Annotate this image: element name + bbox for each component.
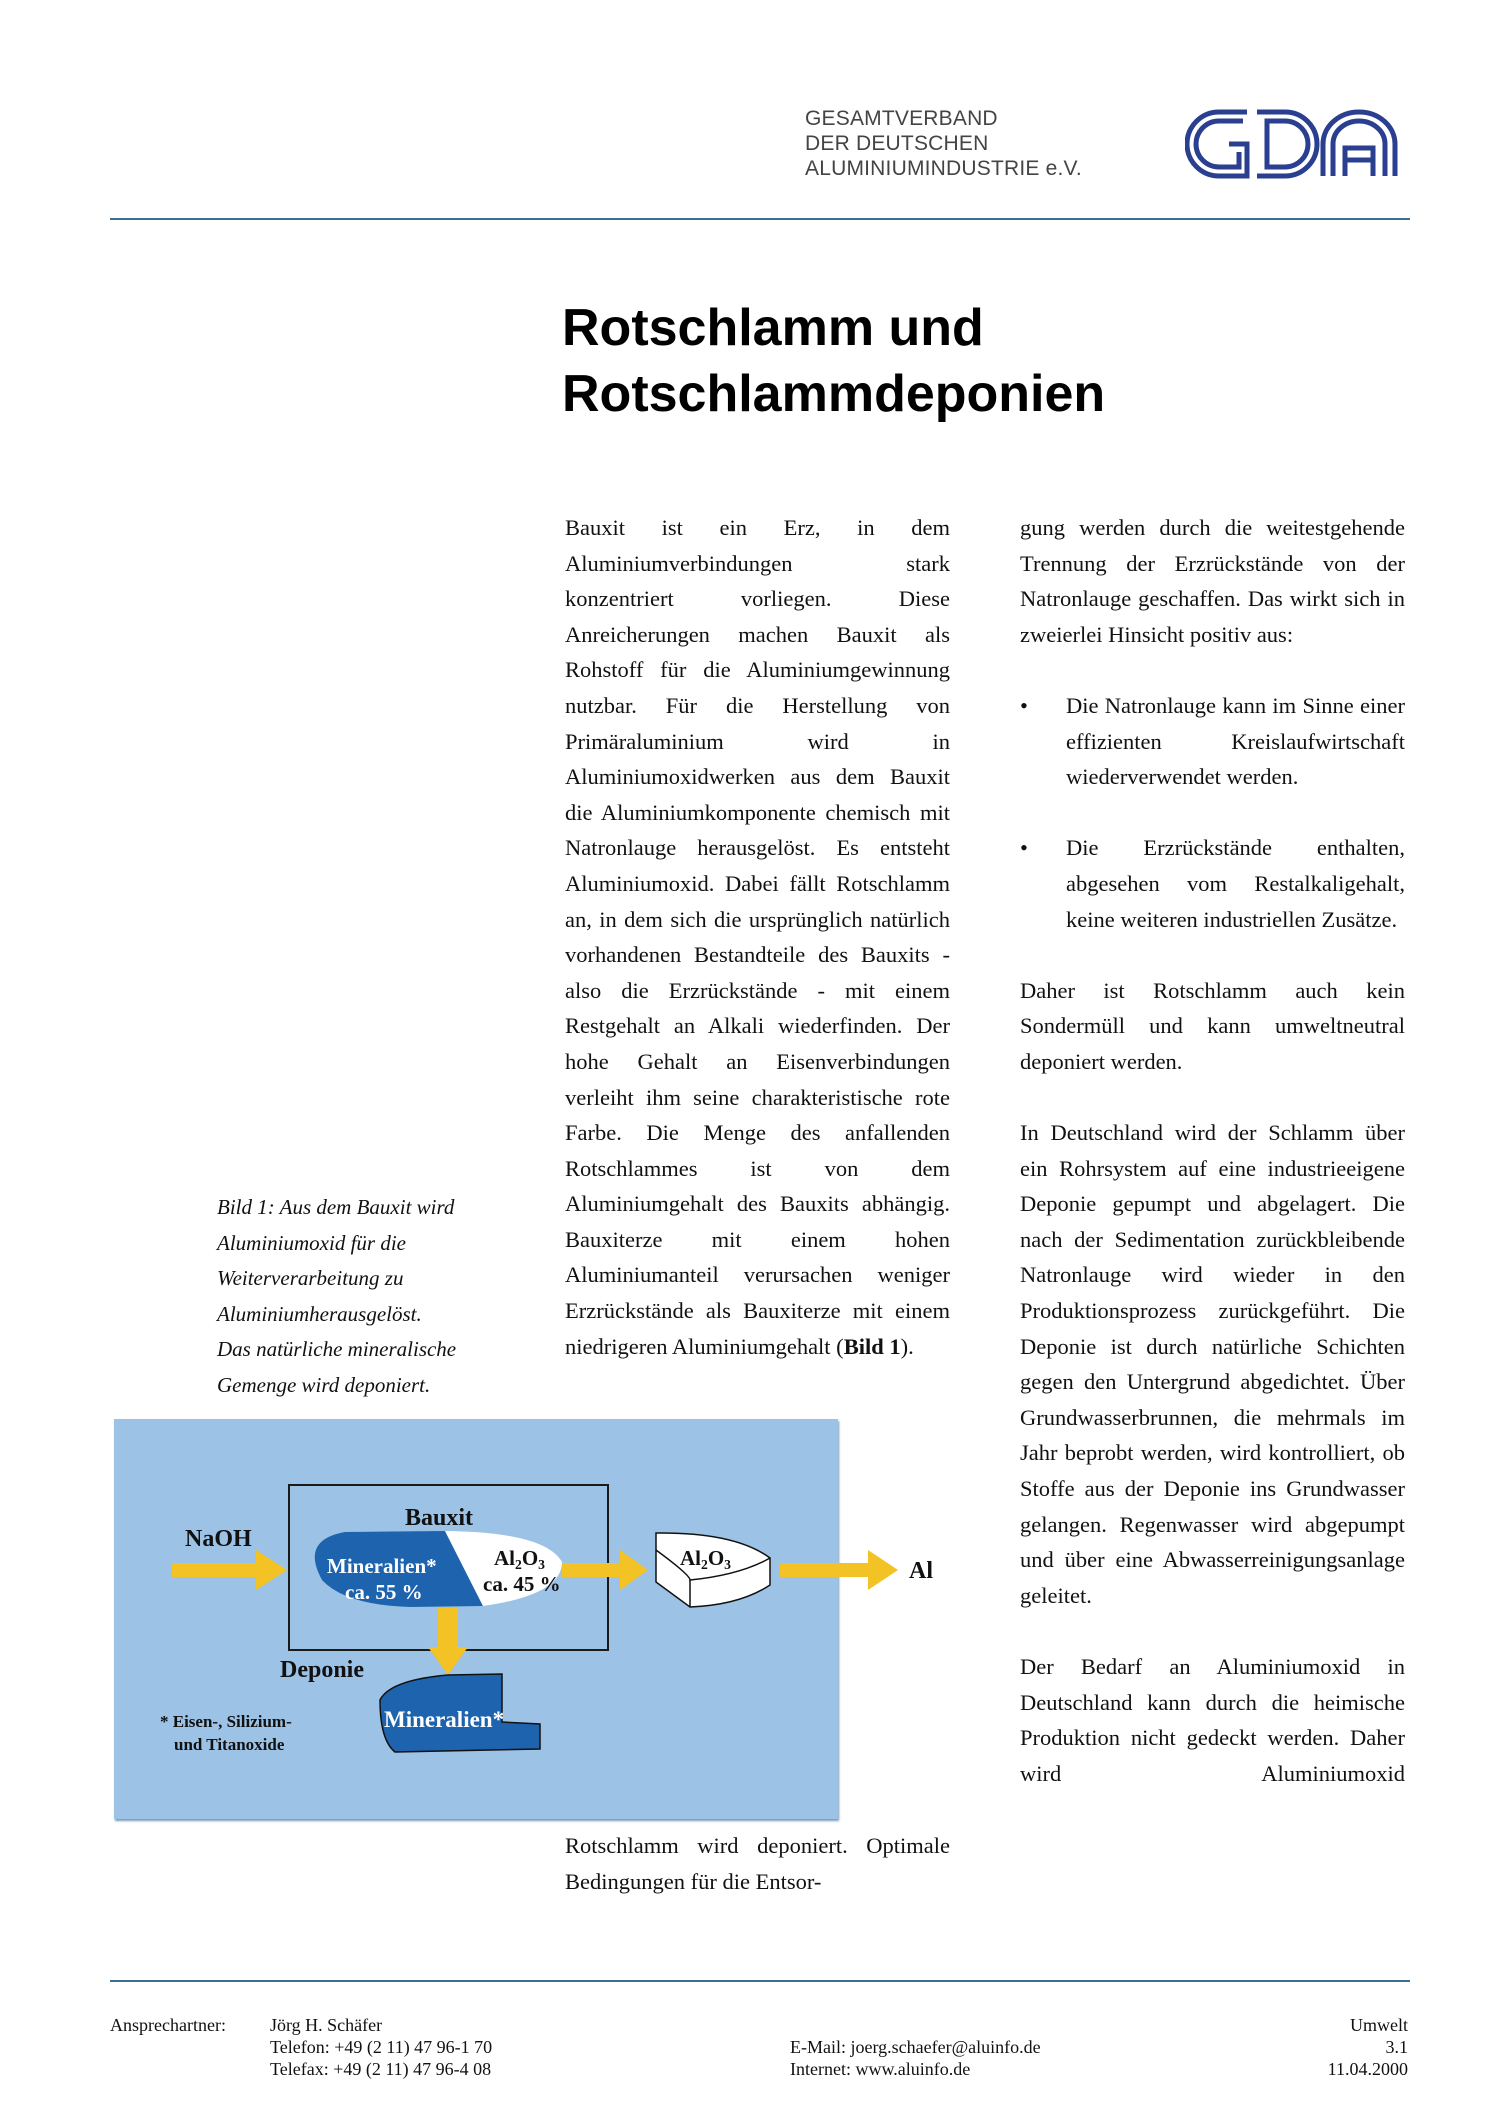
bullet-icon: • xyxy=(1020,692,1028,718)
contact-email[interactable]: E-Mail: joerg.schaefer@aluinfo.de xyxy=(790,2037,1041,2057)
arrow-oxide-icon xyxy=(562,1550,648,1590)
page-title-line-2: Rotschlammdeponien xyxy=(562,365,1106,423)
minerals-share: ca. 55 % xyxy=(345,1580,423,1604)
contact-label: Ansprechartner: xyxy=(110,2015,226,2035)
bauxit-label: Bauxit xyxy=(405,1505,474,1531)
document-meta xyxy=(1200,2014,1408,2080)
body-paragraph: Der Bedarf an Aluminiumoxid in Deutschland kann durch die heimische Produktion nicht gedeckt werden. Daher wird Aluminiumoxid xyxy=(1020,1654,1405,1786)
oxide-share: ca. 45 % xyxy=(483,1572,561,1596)
document-date: 11.04.2000 xyxy=(1327,2059,1408,2079)
body-paragraph: Rotschlamm wird deponiert. Optimale Bedingungen für die Entsor- xyxy=(565,1833,950,1894)
arrow-aluminium-icon xyxy=(780,1550,898,1590)
contact-online xyxy=(790,2036,1041,2080)
document-section: 3.1 xyxy=(1385,2037,1408,2057)
bullet-item: • Die Erzrückstände enthalten, abgesehen vom Restalkaligehalt, keine weiteren industriellen Zusätze. xyxy=(1020,830,1405,937)
page-title-line-1: Rotschlamm und xyxy=(562,299,984,357)
naoh-label: NaOH xyxy=(185,1526,252,1552)
contact-fax: Telefax: +49 (2 11) 47 96-4 08 xyxy=(270,2059,492,2079)
org-line-1: GESAMTVERBAND xyxy=(805,107,998,130)
body-paragraph: Bauxit ist ein Erz, in dem Aluminiumverbindungen stark konzentriert vorliegen. Diese Anreicherungen machen Bauxit als Rohstoff für die Aluminiumgewinnung nutzbar. Für die Herstellung von Primäraluminium wird in Aluminiumoxidwerken aus dem Bauxit die Aluminiumkomponente chemisch mit Natronlauge herausgelöst. Es entsteht Aluminiumoxid. Dabei fällt Rotschlamm an, in dem sich die ursprünglich natürlich vorhandenen Bestandteile des Bauxits - also die Erzrückstände - mit einem Restgehalt an Alkali wiederfinden. Der hohe Gehalt an Eisenverbindungen verleiht ihm seine charakteristische rote Farbe. Die Menge des anfallenden Rotschlammes ist von dem Aluminiumgehalt des Bauxits abhängig. Bauxiterze mit einem hohen Aluminiumanteil verursachen weniger Erzrückstände als Bauxiterze mit einem niedrigeren Aluminiumgehalt (Bild 1). xyxy=(565,515,950,1359)
body-paragraph: gung werden durch die weitestgehende Trennung der Erzrückstände von der Natronlauge geschaffen. Das wirkt sich in zweierlei Hinsicht positiv aus: xyxy=(1020,515,1405,647)
body-column-1-continued xyxy=(565,1828,950,1899)
bullet-icon: • xyxy=(1020,835,1028,861)
org-line-2: DER DEUTSCHEN xyxy=(805,132,989,155)
contact-name: Jörg H. Schäfer xyxy=(270,2015,383,2035)
footnote-line-2: und Titanoxide xyxy=(174,1735,285,1754)
deposit-minerals-label: Mineralien* xyxy=(384,1707,505,1732)
minerals-label: Mineralien* xyxy=(327,1554,437,1578)
figure-reference: Bild 1 xyxy=(843,1333,901,1359)
contact-phone: Telefon: +49 (2 11) 47 96-1 70 xyxy=(270,2037,493,2057)
aluminium-label: Al xyxy=(909,1558,933,1584)
product-oxide-label: $Al_2O_3$ xyxy=(680,1546,731,1573)
document-category: Umwelt xyxy=(1350,2015,1408,2035)
footer-divider xyxy=(110,1980,1410,1982)
arrow-deposit-icon xyxy=(428,1608,468,1675)
footnote-line-1: * Eisen-, Silizium- xyxy=(160,1712,292,1731)
figure-caption: Bild 1: Aus dem Bauxit wird Aluminiumoxid für die Weiterverarbeitung zu Aluminiumherausgelöst. Das natürliche mineralische Gemenge wird deponiert. xyxy=(217,1195,457,1397)
contact-website[interactable]: Internet: www.aluinfo.de xyxy=(790,2059,971,2079)
contact-details xyxy=(270,2014,492,2080)
arrow-naoh-icon xyxy=(172,1550,287,1590)
org-line-3: ALUMINIUMINDUSTRIE e.V. xyxy=(805,157,1082,180)
body-column-2 xyxy=(1020,510,1405,1791)
body-paragraph: Daher ist Rotschlamm auch kein Sondermüll und kann umweltneutral deponiert werden. xyxy=(1020,977,1405,1074)
oxide-label: $Al_2O_3$ xyxy=(494,1546,545,1573)
deposit-label: Deponie xyxy=(280,1657,364,1683)
bullet-item: • Die Natronlauge kann im Sinne einer effizienten Kreislaufwirtschaft wiederverwendet werden. xyxy=(1020,688,1405,795)
body-paragraph: In Deutschland wird der Schlamm über ein Rohrsystem auf eine industrieeigene Deponie gepumpt und abgelagert. Die nach der Sedimentation zurückbleibende Natronlauge wird wieder in den Produktionsprozess zurückgeführt. Die Deponie ist durch natürliche Schichten gegen den Untergrund abgedichtet. Über Grundwasserbrunnen, die mehrmals im Jahr beprobt werden, wird kontrolliert, ob Stoffe aus der Deponie ins Grundwasser gelangen. Regenwasser wird abgepumpt und über eine Abwasserreinigungsanlage geleitet. xyxy=(1020,1120,1405,1608)
